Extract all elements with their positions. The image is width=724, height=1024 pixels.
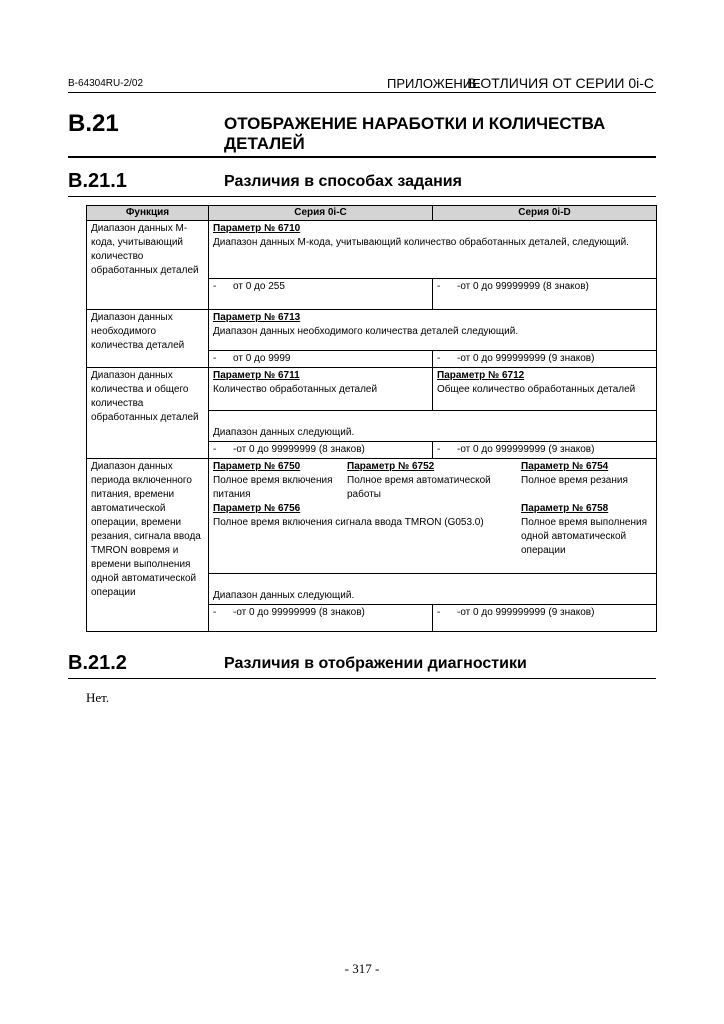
range-d: - -от 0 до 99999999 (8 знаков) bbox=[433, 279, 657, 310]
range-d: - -от 0 до 999999999 (9 знаков) bbox=[433, 351, 657, 368]
param-desc: Диапазон данных следующий. bbox=[213, 427, 355, 438]
param-desc: Диапазон данных M-кода, учитывающий количество обработанных деталей, следующий. bbox=[213, 237, 629, 248]
table-row bbox=[87, 310, 657, 351]
header-function: Функция bbox=[87, 206, 209, 221]
param-label: Параметр № 6758 bbox=[521, 503, 609, 514]
param-desc: Полное время включения сигнала ввода TMRON (G053.0) bbox=[213, 517, 484, 528]
param-desc-cell bbox=[209, 574, 657, 605]
param-label: Параметр № 6750 bbox=[213, 461, 301, 472]
param-label: Параметр № 6711 bbox=[213, 370, 300, 381]
heading-title: ОТОБРАЖЕНИЕ НАРАБОТКИ И КОЛИЧЕСТВА ДЕТАЛЕЙ bbox=[224, 114, 606, 153]
header-series-d: Серия 0i-D bbox=[433, 206, 657, 221]
section-label: B.ОТЛИЧИЯ ОТ СЕРИИ 0i-C bbox=[467, 75, 654, 91]
range-d: - -от 0 до 999999999 (9 знаков) bbox=[433, 605, 657, 632]
param-label: Параметр № 6710 bbox=[213, 223, 301, 234]
param-item bbox=[521, 460, 653, 502]
header-series-c: Серия 0i-C bbox=[209, 206, 433, 221]
range-c: - от 0 до 9999 bbox=[209, 351, 433, 368]
function-cell: Диапазон данных М-кода, учитывающий количество обработанных деталей bbox=[87, 221, 209, 310]
table-header-row bbox=[87, 206, 657, 221]
appendix-label: ПРИЛОЖЕНИЕ bbox=[387, 76, 481, 91]
main-heading bbox=[68, 110, 656, 158]
param-cell bbox=[209, 459, 657, 574]
param-desc: Полное время включения питания bbox=[213, 475, 333, 500]
function-cell: Диапазон данных количества и общего количества обработанных деталей bbox=[87, 368, 209, 459]
subheading-2 bbox=[68, 652, 656, 679]
param-item bbox=[521, 502, 653, 558]
page-number: - 317 - bbox=[344, 961, 380, 976]
param-item bbox=[213, 460, 347, 502]
subheading-1 bbox=[68, 170, 656, 197]
param-label: Параметр № 6754 bbox=[521, 461, 609, 472]
param-desc: Полное время резания bbox=[521, 475, 628, 486]
param-desc-cell bbox=[209, 411, 657, 442]
table-row bbox=[87, 368, 657, 411]
param-label: Параметр № 6756 bbox=[213, 503, 301, 514]
param-label: Параметр № 6752 bbox=[347, 461, 435, 472]
function-cell: Диапазон данных периода включенного питания, времени автоматической операции, времени резания, сигнала ввода TMRON вовремя и времени выполнения одной автоматической операции bbox=[87, 459, 209, 632]
param-desc: Общее количество обработанных деталей bbox=[437, 384, 636, 395]
param-desc: Количество обработанных деталей bbox=[213, 384, 378, 395]
param-label: Параметр № 6712 bbox=[437, 370, 525, 381]
param-item bbox=[347, 460, 521, 502]
table-row bbox=[87, 221, 657, 279]
range-c: - от 0 до 255 bbox=[209, 279, 433, 310]
heading-number: B.21 bbox=[68, 110, 119, 137]
range-c: - -от 0 до 99999999 (8 знаков) bbox=[209, 605, 433, 632]
doc-number: B-64304RU-2/02 bbox=[68, 78, 144, 89]
subheading-2-title: Различия в отображении диагностики bbox=[224, 655, 527, 672]
comparison-table bbox=[86, 205, 657, 632]
param-desc: Диапазон данных следующий. bbox=[213, 590, 355, 601]
subheading-1-title: Различия в способах задания bbox=[224, 173, 462, 190]
range-c: - -от 0 до 99999999 (8 знаков) bbox=[209, 442, 433, 459]
range-d: - -от 0 до 999999999 (9 знаков) bbox=[433, 442, 657, 459]
param-desc: Диапазон данных необходимого количества деталей следующий. bbox=[213, 326, 519, 337]
param-desc: Полное время выполнения одной автоматической операции bbox=[521, 517, 647, 556]
subheading-1-number: B.21.1 bbox=[68, 170, 127, 192]
param-item bbox=[213, 502, 521, 558]
param-cell bbox=[209, 310, 657, 351]
param-desc: Полное время автоматической работы bbox=[347, 475, 491, 500]
param-grid bbox=[213, 460, 653, 558]
param-cell bbox=[209, 368, 433, 411]
function-cell: Диапазон данных необходимого количества деталей bbox=[87, 310, 209, 368]
param-cell bbox=[209, 221, 657, 279]
subheading-2-number: B.21.2 bbox=[68, 652, 127, 674]
param-label: Параметр № 6713 bbox=[213, 312, 301, 323]
table-row bbox=[87, 459, 657, 574]
page-header bbox=[68, 76, 656, 93]
param-cell bbox=[433, 368, 657, 411]
body-text: Нет. bbox=[86, 690, 110, 705]
